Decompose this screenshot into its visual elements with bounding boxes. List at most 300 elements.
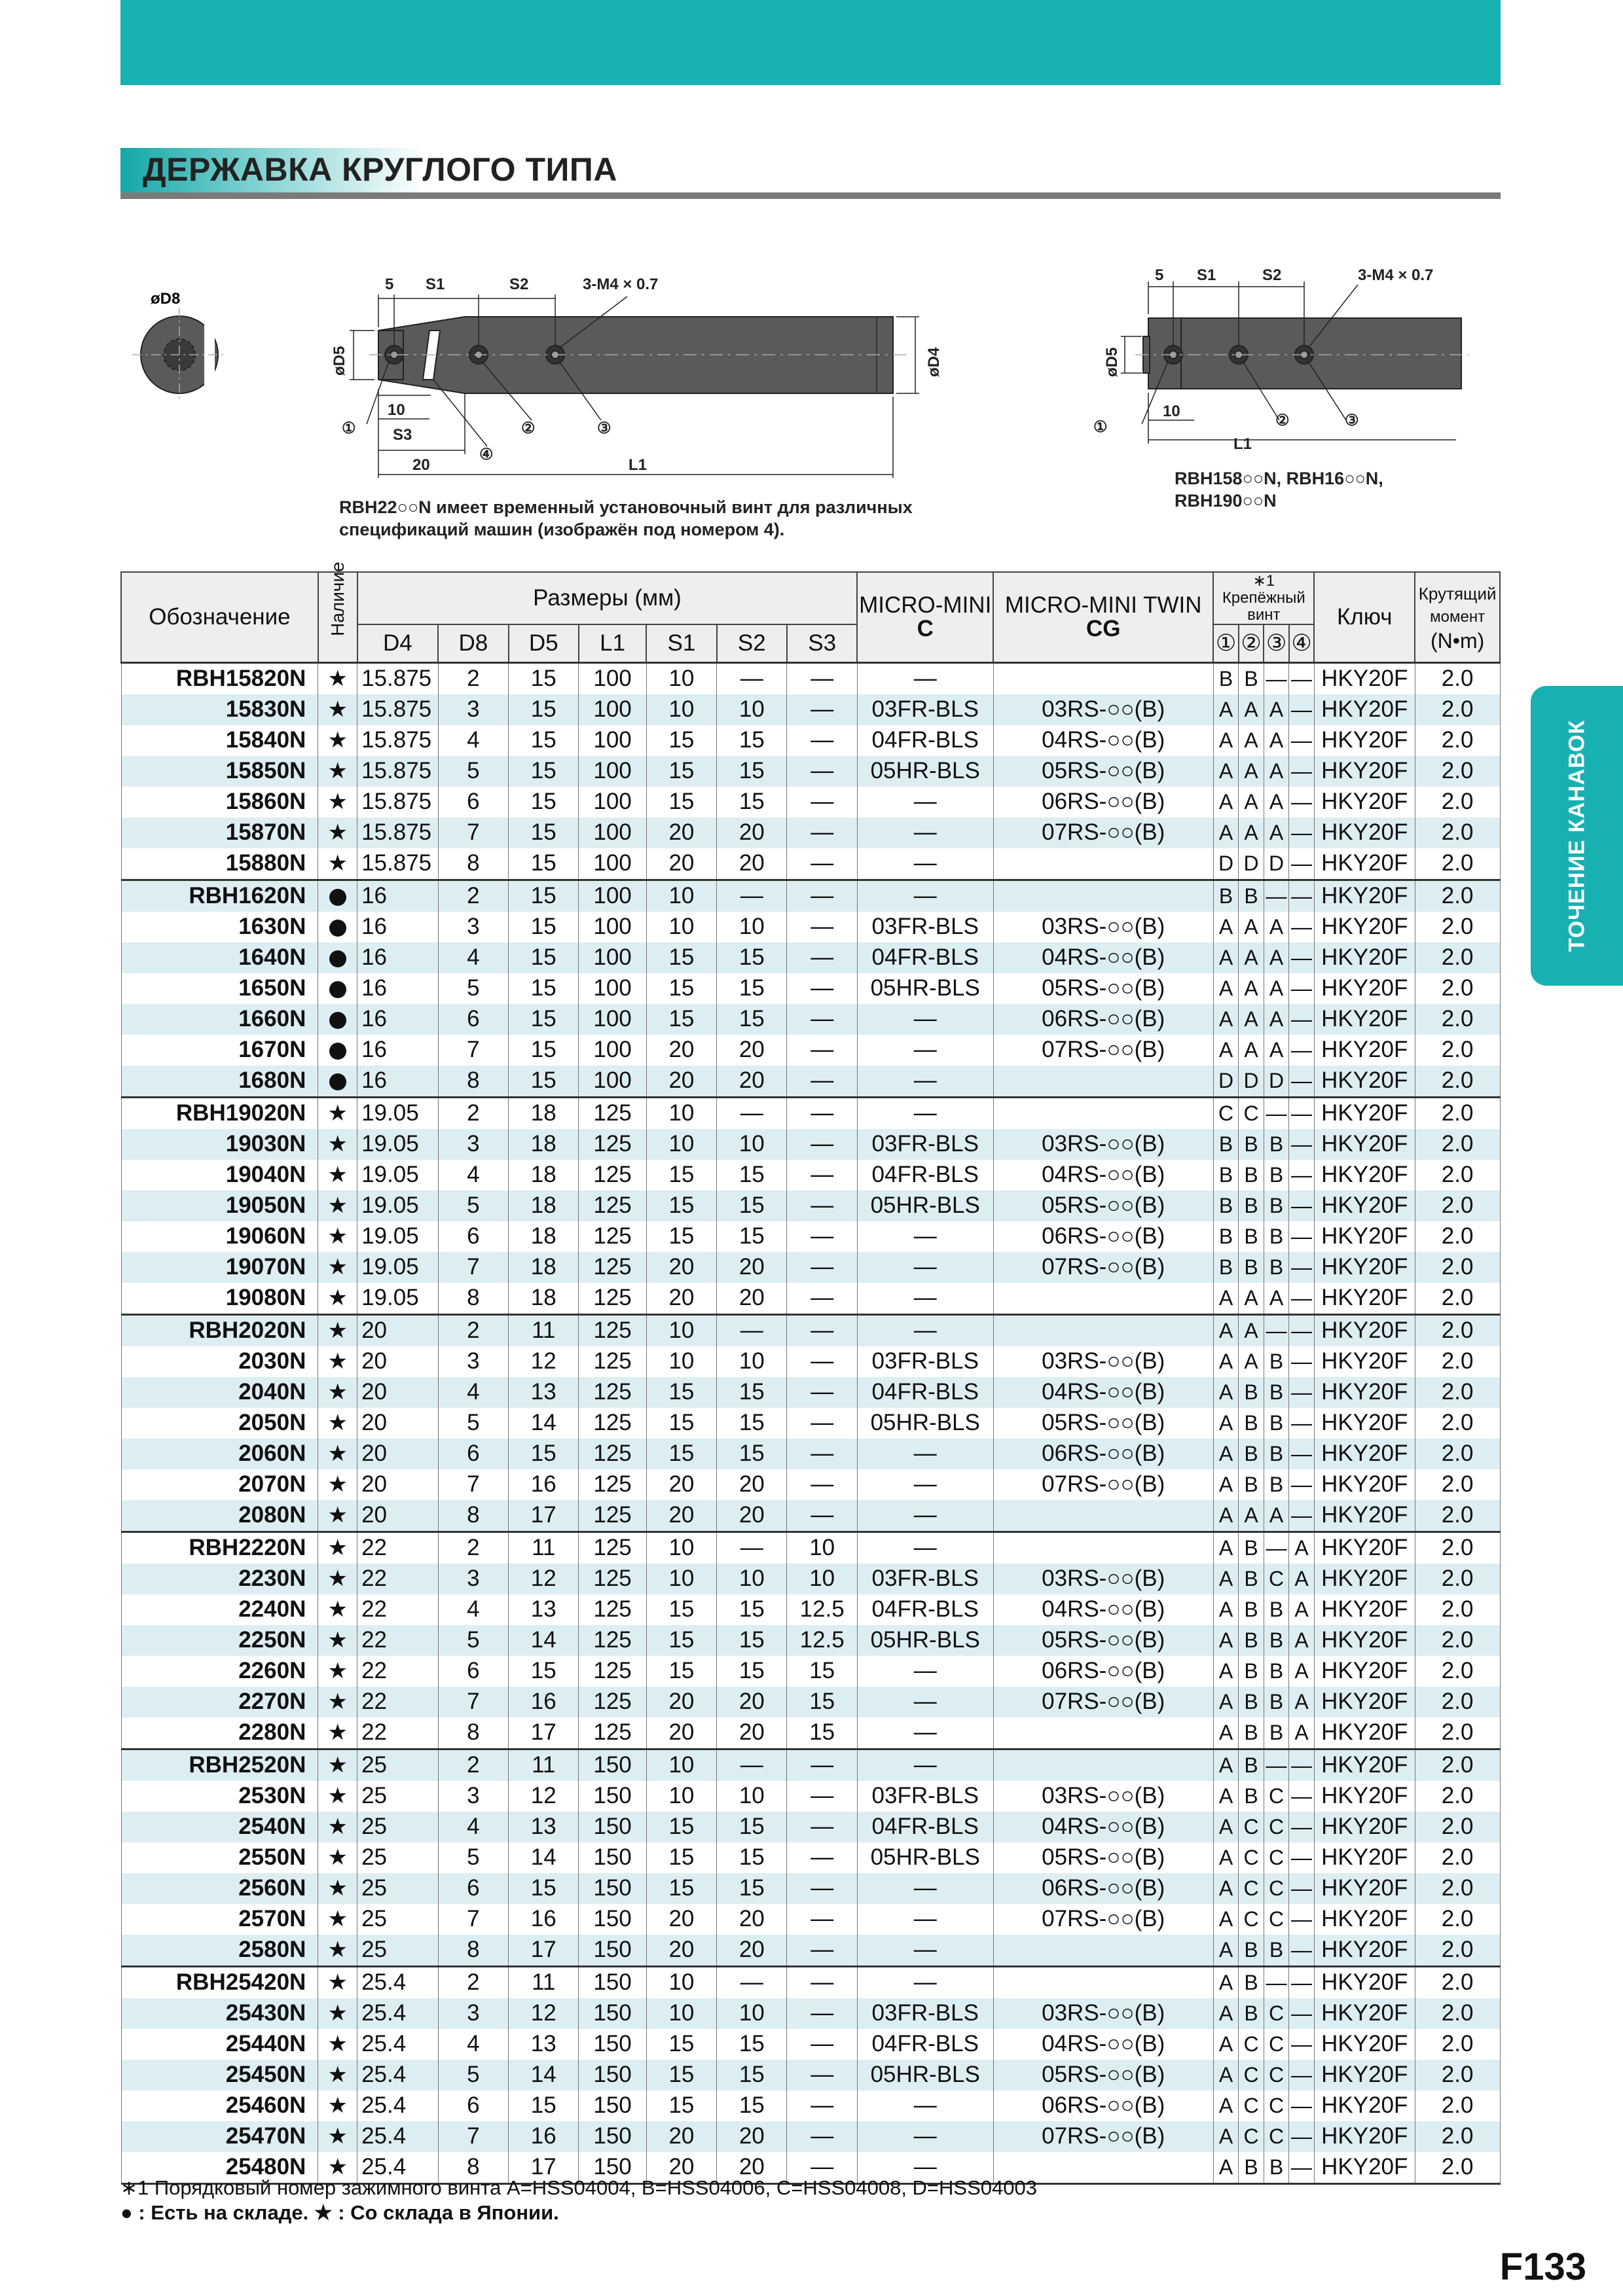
cell-s2: 20 [717, 2152, 787, 2184]
cell-micro-mini-c: — [857, 2152, 993, 2184]
cell-d5: 11 [509, 1532, 579, 1564]
cell-d8: 8 [438, 1935, 508, 1967]
cell-screw-3: C [1264, 2090, 1288, 2121]
cell-d5: 13 [509, 1812, 579, 1842]
cell-key: HKY20F [1314, 2029, 1415, 2060]
cell-availability: ★ [318, 725, 357, 756]
cell-screw-3: C [1264, 2060, 1288, 2090]
cell-micro-mini-c: — [857, 1532, 993, 1564]
cell-key: HKY20F [1314, 1377, 1415, 1408]
cell-screw-2: B [1239, 1935, 1264, 1967]
cell-micro-mini-c: — [857, 1500, 993, 1532]
table-row [121, 1532, 1500, 1564]
cell-l1: 125 [579, 1687, 646, 1717]
table-row [121, 1781, 1500, 1812]
cell-designation: 2540N [121, 1812, 318, 1842]
in-stock-dot-icon [329, 950, 346, 967]
cell-l1: 100 [579, 1004, 646, 1035]
cell-l1: 125 [579, 1564, 646, 1594]
cell-screw-1: B [1213, 1160, 1238, 1191]
cell-screw-2: B [1239, 1160, 1264, 1191]
cell-d8: 4 [438, 2029, 508, 2060]
cell-d5: 14 [509, 2060, 579, 2090]
label-circle-1: ① [342, 420, 356, 437]
label-circle-1-right: ① [1093, 418, 1108, 436]
cell-d8: 7 [438, 1252, 508, 1283]
cell-d4: 25 [357, 1812, 439, 1842]
cell-s3: — [787, 662, 857, 694]
cell-screw-3: A [1264, 1500, 1288, 1532]
cell-availability: ★ [318, 1966, 357, 1998]
cell-key: HKY20F [1314, 1594, 1415, 1625]
cell-key: HKY20F [1314, 1191, 1415, 1221]
cell-d8: 5 [438, 973, 508, 1004]
table-row [121, 1687, 1500, 1717]
cell-d4: 15.875 [357, 694, 439, 725]
cell-screw-2: A [1239, 787, 1264, 817]
cell-micro-mini-twin-cg: 04RS-○○(B) [993, 1377, 1213, 1408]
cell-screw-3: C [1264, 2121, 1288, 2152]
cell-d4: 20 [357, 1408, 439, 1439]
cell-d4: 15.875 [357, 662, 439, 694]
label-od8: øD8 [151, 290, 181, 308]
table-row [121, 2090, 1500, 2121]
cell-s2: 10 [717, 912, 787, 942]
cell-screw-1: A [1213, 2121, 1238, 2152]
cell-d8: 2 [438, 1314, 508, 1346]
cell-l1: 150 [579, 1966, 646, 1998]
cell-micro-mini-twin-cg: 06RS-○○(B) [993, 1439, 1213, 1469]
cell-d4: 25.4 [357, 1998, 439, 2029]
cell-screw-2: C [1239, 1812, 1264, 1842]
cell-d8: 2 [438, 1749, 508, 1781]
table-row [121, 1252, 1500, 1283]
label-10-right: 10 [1163, 403, 1180, 420]
cell-d8: 4 [438, 1377, 508, 1408]
cell-designation: 2550N [121, 1842, 318, 1873]
cell-micro-mini-twin-cg [993, 1532, 1213, 1564]
cell-screw-4: — [1289, 1191, 1314, 1221]
cell-s2: 15 [717, 1191, 787, 1221]
cell-micro-mini-c: — [857, 2090, 993, 2121]
cell-torque: 2.0 [1415, 2029, 1500, 2060]
cell-screw-4: — [1289, 1935, 1314, 1967]
cell-d5: 15 [509, 694, 579, 725]
cell-d8: 7 [438, 2121, 508, 2152]
cell-s2: — [717, 1097, 787, 1129]
cell-screw-4: A [1289, 1532, 1314, 1564]
cell-micro-mini-twin-cg: 03RS-○○(B) [993, 694, 1213, 725]
header-torque-line-1: Крутящий [1418, 583, 1497, 603]
cell-screw-4: — [1289, 1160, 1314, 1191]
cell-d8: 7 [438, 817, 508, 848]
cell-d4: 20 [357, 1377, 439, 1408]
cell-availability: ★ [318, 2060, 357, 2090]
cell-micro-mini-c: — [857, 1004, 993, 1035]
cell-designation: RBH1620N [121, 880, 318, 912]
cell-micro-mini-c: — [857, 848, 993, 880]
cell-s1: 15 [646, 1377, 716, 1408]
cell-s2: 15 [717, 2090, 787, 2121]
cell-l1: 150 [579, 1842, 646, 1873]
table-row [121, 973, 1500, 1004]
cell-screw-1: A [1213, 1283, 1238, 1315]
cell-designation: 1640N [121, 942, 318, 973]
cell-micro-mini-twin-cg: 05RS-○○(B) [993, 2060, 1213, 2090]
cell-d4: 16 [357, 973, 439, 1004]
cell-screw-1: A [1213, 942, 1238, 973]
cell-l1: 125 [579, 1314, 646, 1346]
cell-s3: — [787, 1314, 857, 1346]
table-row [121, 817, 1500, 848]
cell-availability: ★ [318, 1097, 357, 1129]
cell-torque: 2.0 [1415, 1252, 1500, 1283]
cell-micro-mini-twin-cg: 03RS-○○(B) [993, 1346, 1213, 1377]
cell-d8: 5 [438, 1191, 508, 1221]
in-stock-dot-icon [329, 1043, 346, 1060]
cell-screw-4: — [1289, 1283, 1314, 1315]
cell-screw-2: A [1239, 756, 1264, 787]
cell-s1: 20 [646, 1066, 716, 1098]
cell-d5: 12 [509, 1346, 579, 1377]
cell-torque: 2.0 [1415, 694, 1500, 725]
cell-torque: 2.0 [1415, 1687, 1500, 1717]
cell-s2: 15 [717, 942, 787, 973]
cell-s1: 10 [646, 1998, 716, 2029]
cell-d5: 18 [509, 1283, 579, 1315]
cell-screw-1: A [1213, 1377, 1238, 1408]
cell-designation: 19030N [121, 1129, 318, 1160]
cell-s3: — [787, 756, 857, 787]
cell-s3: — [787, 848, 857, 880]
cell-screw-2: A [1239, 817, 1264, 848]
technical-drawings [120, 249, 1501, 563]
cell-d4: 22 [357, 1532, 439, 1564]
cell-key: HKY20F [1314, 942, 1415, 973]
cell-s1: 15 [646, 1221, 716, 1252]
cell-micro-mini-twin-cg: 03RS-○○(B) [993, 1129, 1213, 1160]
cell-micro-mini-twin-cg: 03RS-○○(B) [993, 912, 1213, 942]
cell-micro-mini-c: — [857, 1873, 993, 1904]
cell-d5: 16 [509, 2121, 579, 2152]
cell-micro-mini-twin-cg [993, 1066, 1213, 1098]
cell-micro-mini-c: — [857, 1221, 993, 1252]
cell-s1: 10 [646, 880, 716, 912]
side-tab-label: ТОЧЕНИЕ КАНАВОК [1564, 719, 1589, 952]
cell-screw-4: — [1289, 1966, 1314, 1998]
cell-key: HKY20F [1314, 1812, 1415, 1842]
cell-key: HKY20F [1314, 880, 1415, 912]
cell-designation: 2030N [121, 1346, 318, 1377]
header-s1: S1 [646, 624, 716, 662]
cell-screw-1: A [1213, 1346, 1238, 1377]
table-row [121, 1966, 1500, 1998]
cell-designation: RBH19020N [121, 1097, 318, 1129]
cell-micro-mini-c: — [857, 1066, 993, 1098]
cell-d4: 25.4 [357, 2060, 439, 2090]
cell-torque: 2.0 [1415, 1625, 1500, 1656]
cell-key: HKY20F [1314, 1749, 1415, 1781]
cell-screw-2: A [1239, 1314, 1264, 1346]
table-body [121, 662, 1500, 2183]
cell-screw-3: B [1264, 2152, 1288, 2184]
cell-key: HKY20F [1314, 1966, 1415, 1998]
cell-screw-3: A [1264, 1035, 1288, 1066]
cell-s3: — [787, 1160, 857, 1191]
cell-s2: — [717, 1966, 787, 1998]
cell-l1: 100 [579, 912, 646, 942]
cell-d8: 3 [438, 1564, 508, 1594]
cell-s1: 10 [646, 1314, 716, 1346]
cell-availability: ★ [318, 848, 357, 880]
cell-screw-1: A [1213, 1842, 1238, 1873]
table-row [121, 1129, 1500, 1160]
cell-availability: ★ [318, 662, 357, 694]
cell-screw-3: B [1264, 1717, 1288, 1749]
cell-screw-2: C [1239, 1904, 1264, 1935]
cell-key: HKY20F [1314, 1439, 1415, 1469]
cell-l1: 125 [579, 1377, 646, 1408]
cell-s3: — [787, 1283, 857, 1315]
cell-screw-2: A [1239, 912, 1264, 942]
cell-d5: 15 [509, 787, 579, 817]
cell-designation: 2240N [121, 1594, 318, 1625]
cell-s2: 15 [717, 1842, 787, 1873]
cell-micro-mini-c: — [857, 1469, 993, 1500]
cell-screw-4: — [1289, 2090, 1314, 2121]
cell-key: HKY20F [1314, 2090, 1415, 2121]
table-row [121, 1314, 1500, 1346]
cell-designation: 15860N [121, 787, 318, 817]
table-row [121, 912, 1500, 942]
cell-d8: 6 [438, 1656, 508, 1687]
cell-micro-mini-twin-cg: 07RS-○○(B) [993, 1252, 1213, 1283]
cell-designation: 1680N [121, 1066, 318, 1098]
cell-s2: 20 [717, 1469, 787, 1500]
cell-s2: 20 [717, 1687, 787, 1717]
cell-d4: 15.875 [357, 725, 439, 756]
cell-screw-1: A [1213, 1500, 1238, 1532]
cell-torque: 2.0 [1415, 1781, 1500, 1812]
table-row [121, 1377, 1500, 1408]
cell-micro-mini-c: — [857, 1904, 993, 1935]
cell-l1: 125 [579, 1594, 646, 1625]
cell-screw-2: C [1239, 2029, 1264, 2060]
cell-s2: 10 [717, 694, 787, 725]
label-5-right: 5 [1155, 266, 1164, 284]
cell-s1: 15 [646, 1439, 716, 1469]
cell-s1: 10 [646, 1749, 716, 1781]
cell-screw-3: A [1264, 817, 1288, 848]
cell-s2: 20 [717, 2121, 787, 2152]
label-od5: øD5 [331, 346, 348, 376]
cell-micro-mini-twin-cg [993, 662, 1213, 694]
label-s1: S1 [426, 276, 445, 293]
cell-s1: 15 [646, 2029, 716, 2060]
cell-key: HKY20F [1314, 1221, 1415, 1252]
cell-s3: — [787, 1812, 857, 1842]
cell-screw-2: A [1239, 1346, 1264, 1377]
cell-torque: 2.0 [1415, 1656, 1500, 1687]
cell-screw-1: D [1213, 1066, 1238, 1098]
cell-s2: 20 [717, 1717, 787, 1749]
header-screw-3: ③ [1264, 624, 1288, 662]
cell-screw-1: A [1213, 1812, 1238, 1842]
cell-availability: ★ [318, 1129, 357, 1160]
cell-screw-4: — [1289, 1873, 1314, 1904]
cell-designation: 2250N [121, 1625, 318, 1656]
cell-screw-3: B [1264, 1656, 1288, 1687]
cell-key: HKY20F [1314, 1469, 1415, 1500]
cell-l1: 100 [579, 817, 646, 848]
cell-screw-1: B [1213, 1252, 1238, 1283]
footnote-screw-codes: ∗1 Порядковый номер зажимного винта A=HSS04004, B=HSS04006, C=HSS04008, D=HSS04003 [120, 2176, 1037, 2199]
cell-d8: 5 [438, 1842, 508, 1873]
header-micro-mini-twin-code: CG [1085, 615, 1121, 641]
table-row [121, 1191, 1500, 1221]
cell-micro-mini-twin-cg: 05RS-○○(B) [993, 1408, 1213, 1439]
cell-screw-3: B [1264, 1935, 1288, 1967]
cell-micro-mini-twin-cg [993, 1966, 1213, 1998]
cell-d8: 8 [438, 1066, 508, 1098]
cell-l1: 125 [579, 1500, 646, 1532]
cell-l1: 100 [579, 880, 646, 912]
note-right-line-1: RBH158○○N, RBH16○○N, [1175, 469, 1383, 488]
cell-d8: 4 [438, 1160, 508, 1191]
cell-micro-mini-c: 03FR-BLS [857, 1129, 993, 1160]
header-screw-1: ① [1213, 624, 1238, 662]
cell-s1: 15 [646, 1594, 716, 1625]
table-row [121, 1935, 1500, 1967]
cell-designation: 1660N [121, 1004, 318, 1035]
cell-screw-1: A [1213, 1532, 1238, 1564]
cell-availability: ★ [318, 694, 357, 725]
cell-screw-2: B [1239, 1594, 1264, 1625]
cell-screw-4: — [1289, 2029, 1314, 2060]
table-row [121, 694, 1500, 725]
cell-s1: 10 [646, 1564, 716, 1594]
in-stock-dot-icon [329, 981, 346, 998]
cell-screw-1: A [1213, 1717, 1238, 1749]
cell-micro-mini-twin-cg [993, 1314, 1213, 1346]
cell-d5: 11 [509, 1966, 579, 1998]
cell-d4: 16 [357, 1035, 439, 1066]
cell-micro-mini-twin-cg: 05RS-○○(B) [993, 1842, 1213, 1873]
cell-torque: 2.0 [1415, 1594, 1500, 1625]
cell-micro-mini-c: 04FR-BLS [857, 1160, 993, 1191]
cell-l1: 150 [579, 1749, 646, 1781]
cell-d8: 7 [438, 1035, 508, 1066]
cell-s1: 15 [646, 1191, 716, 1221]
cell-screw-2: C [1239, 1873, 1264, 1904]
cell-torque: 2.0 [1415, 2152, 1500, 2184]
cell-s1: 20 [646, 1687, 716, 1717]
cell-key: HKY20F [1314, 817, 1415, 848]
cell-d5: 15 [509, 942, 579, 973]
cell-s1: 10 [646, 694, 716, 725]
in-stock-dot-icon [329, 889, 346, 906]
cell-l1: 125 [579, 1717, 646, 1749]
cell-torque: 2.0 [1415, 1191, 1500, 1221]
cell-key: HKY20F [1314, 1408, 1415, 1439]
cell-s3: 12.5 [787, 1625, 857, 1656]
cell-micro-mini-twin-cg [993, 1283, 1213, 1315]
cell-designation: 19070N [121, 1252, 318, 1283]
cell-key: HKY20F [1314, 694, 1415, 725]
cell-screw-4: — [1289, 880, 1314, 912]
cell-screw-2: B [1239, 1129, 1264, 1160]
cell-torque: 2.0 [1415, 756, 1500, 787]
cell-torque: 2.0 [1415, 1221, 1500, 1252]
cell-s1: 15 [646, 973, 716, 1004]
cell-availability: ★ [318, 1564, 357, 1594]
cell-screw-4: — [1289, 725, 1314, 756]
cell-key: HKY20F [1314, 1314, 1415, 1346]
cell-d5: 15 [509, 912, 579, 942]
cell-screw-4: — [1289, 1998, 1314, 2029]
cell-screw-4: — [1289, 942, 1314, 973]
cell-s1: 20 [646, 848, 716, 880]
cell-d4: 16 [357, 1004, 439, 1035]
cell-screw-1: A [1213, 1873, 1238, 1904]
cell-screw-4: — [1289, 1035, 1314, 1066]
cell-d5: 18 [509, 1097, 579, 1129]
cell-availability: ★ [318, 1842, 357, 1873]
cell-d4: 25 [357, 1873, 439, 1904]
cell-s3: — [787, 1252, 857, 1283]
cell-micro-mini-c: — [857, 2121, 993, 2152]
cell-torque: 2.0 [1415, 848, 1500, 880]
cell-torque: 2.0 [1415, 1346, 1500, 1377]
table-row [121, 1812, 1500, 1842]
cell-micro-mini-c: 03FR-BLS [857, 1781, 993, 1812]
header-dimensions: Размеры (мм) [357, 572, 858, 624]
cell-designation: 2280N [121, 1717, 318, 1749]
cell-screw-1: A [1213, 1004, 1238, 1035]
cell-torque: 2.0 [1415, 1408, 1500, 1439]
in-stock-dot-icon [329, 920, 346, 937]
cell-d8: 4 [438, 725, 508, 756]
cell-screw-3: — [1264, 662, 1288, 694]
table-row [121, 1717, 1500, 1749]
cell-screw-3: B [1264, 1439, 1288, 1469]
table-row [121, 1594, 1500, 1625]
cell-designation: 19060N [121, 1221, 318, 1252]
cell-l1: 125 [579, 1283, 646, 1315]
cell-d8: 7 [438, 1904, 508, 1935]
cell-s2: 10 [717, 1564, 787, 1594]
cell-availability: ★ [318, 1469, 357, 1500]
cell-micro-mini-c: 04FR-BLS [857, 942, 993, 973]
cell-screw-4: — [1289, 1469, 1314, 1500]
cell-torque: 2.0 [1415, 787, 1500, 817]
cell-s2: 15 [717, 1812, 787, 1842]
table-row [121, 1500, 1500, 1532]
cell-screw-4: — [1289, 1097, 1314, 1129]
cell-s1: 10 [646, 1097, 716, 1129]
cell-screw-3: B [1264, 1594, 1288, 1625]
cell-screw-2: B [1239, 1687, 1264, 1717]
cell-screw-2: B [1239, 1377, 1264, 1408]
cell-screw-2: A [1239, 725, 1264, 756]
cell-micro-mini-twin-cg: 05RS-○○(B) [993, 756, 1213, 787]
cell-screw-1: A [1213, 2090, 1238, 2121]
cell-d4: 20 [357, 1439, 439, 1469]
note-right [1175, 467, 1383, 512]
cell-d5: 15 [509, 1066, 579, 1098]
cell-key: HKY20F [1314, 1625, 1415, 1656]
cell-l1: 125 [579, 1439, 646, 1469]
